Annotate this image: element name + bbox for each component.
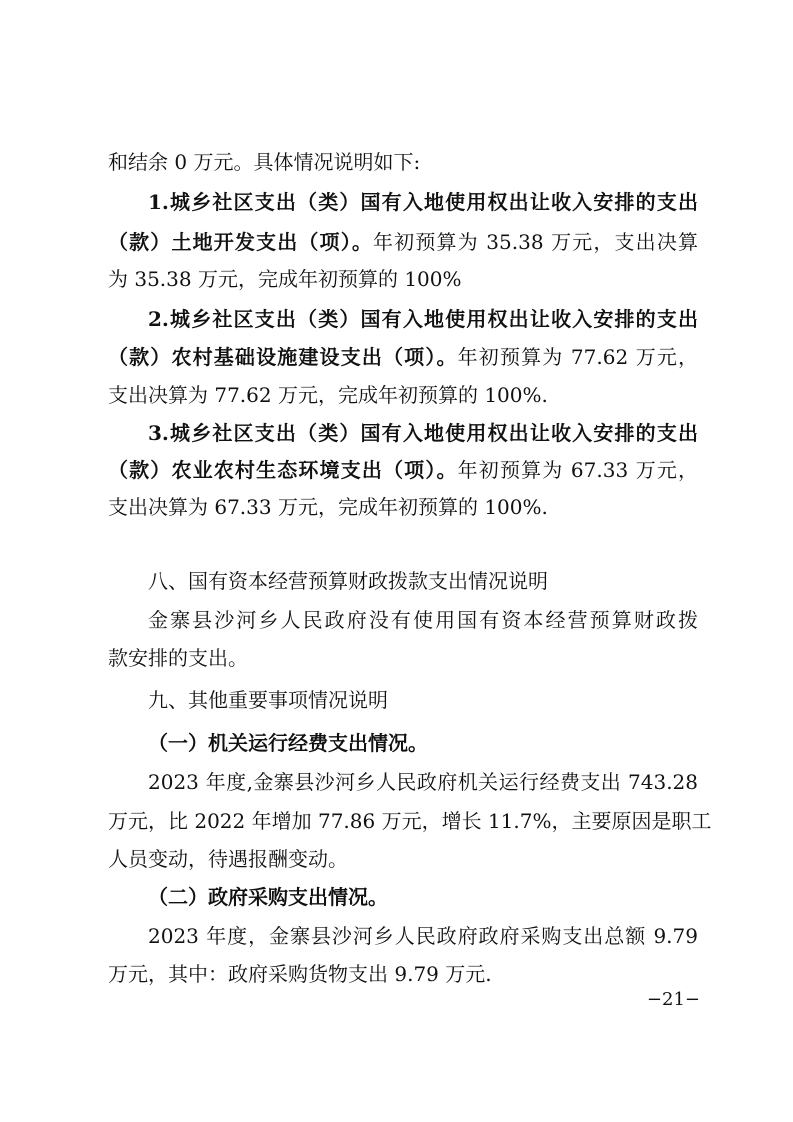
- page-number: −21−: [646, 989, 700, 1010]
- item-1-line: [108, 227, 698, 257]
- normal-text: 年初预算为 67.33 万元，: [457, 458, 699, 482]
- bold-text: （款）农村基础设施建设支出（项）。: [108, 345, 458, 369]
- paragraph-line: 金寨县沙河乡人民政府没有使用国有资本经营预算财政拨: [148, 608, 698, 632]
- bold-text: 3.城乡社区支出（类）国有入地使用权出让收入安排的支出: [148, 421, 698, 445]
- section-8-heading: 八、国有资本经营预算财政拨款支出情况说明: [148, 569, 548, 593]
- item-1-line: 为 35.38 万元，完成年初预算的 100%: [108, 267, 462, 291]
- item-3-line: 支出决算为 67.33 万元，完成年初预算的 100%.: [108, 495, 548, 519]
- paragraph-line: 2023 年度，金寨县沙河乡人民政府政府采购支出总额 9.79: [148, 924, 698, 948]
- normal-text: 年初预算为 35.38 万元，支出决算: [373, 230, 698, 254]
- paragraph-line: 人员变动，待遇报酬变动。: [108, 847, 348, 871]
- item-3-heading-line: [148, 418, 698, 448]
- item-3-line: [108, 455, 698, 485]
- item-2-line: [108, 342, 698, 372]
- item-2-line: 支出决算为 77.62 万元，完成年初预算的 100%.: [108, 383, 548, 407]
- subsection-2-heading: （二）政府采购支出情况。: [148, 885, 388, 909]
- bold-text: 1.城乡社区支出（类）国有入地使用权出让收入安排的支出: [148, 190, 698, 214]
- paragraph-line: 万元，比 2022 年增加 77.86 万元，增长 11.7%，主要原因是职工: [108, 809, 712, 833]
- item-1-heading-line: [148, 187, 698, 217]
- paragraph-line: 2023 年度,金寨县沙河乡人民政府机关运行经费支出 743.28: [148, 770, 698, 794]
- bold-text: 2.城乡社区支出（类）国有入地使用权出让收入安排的支出: [148, 307, 698, 331]
- paragraph-line: 万元，其中：政府采购货物支出 9.79 万元.: [108, 962, 492, 986]
- item-2-heading-line: [148, 304, 698, 334]
- bold-text: （款）土地开发支出（项）。: [108, 230, 374, 254]
- bold-text: （款）农业农村生态环境支出（项）。: [108, 458, 458, 482]
- section-9-heading: 九、其他重要事项情况说明: [148, 688, 388, 712]
- subsection-1-heading: （一）机关运行经费支出情况。: [148, 731, 428, 755]
- paragraph-line: 款安排的支出。: [108, 646, 248, 670]
- paragraph-line: 和结余 0 万元。具体情况说明如下:: [108, 150, 421, 174]
- normal-text: 年初预算为 77.62 万元，: [457, 345, 699, 369]
